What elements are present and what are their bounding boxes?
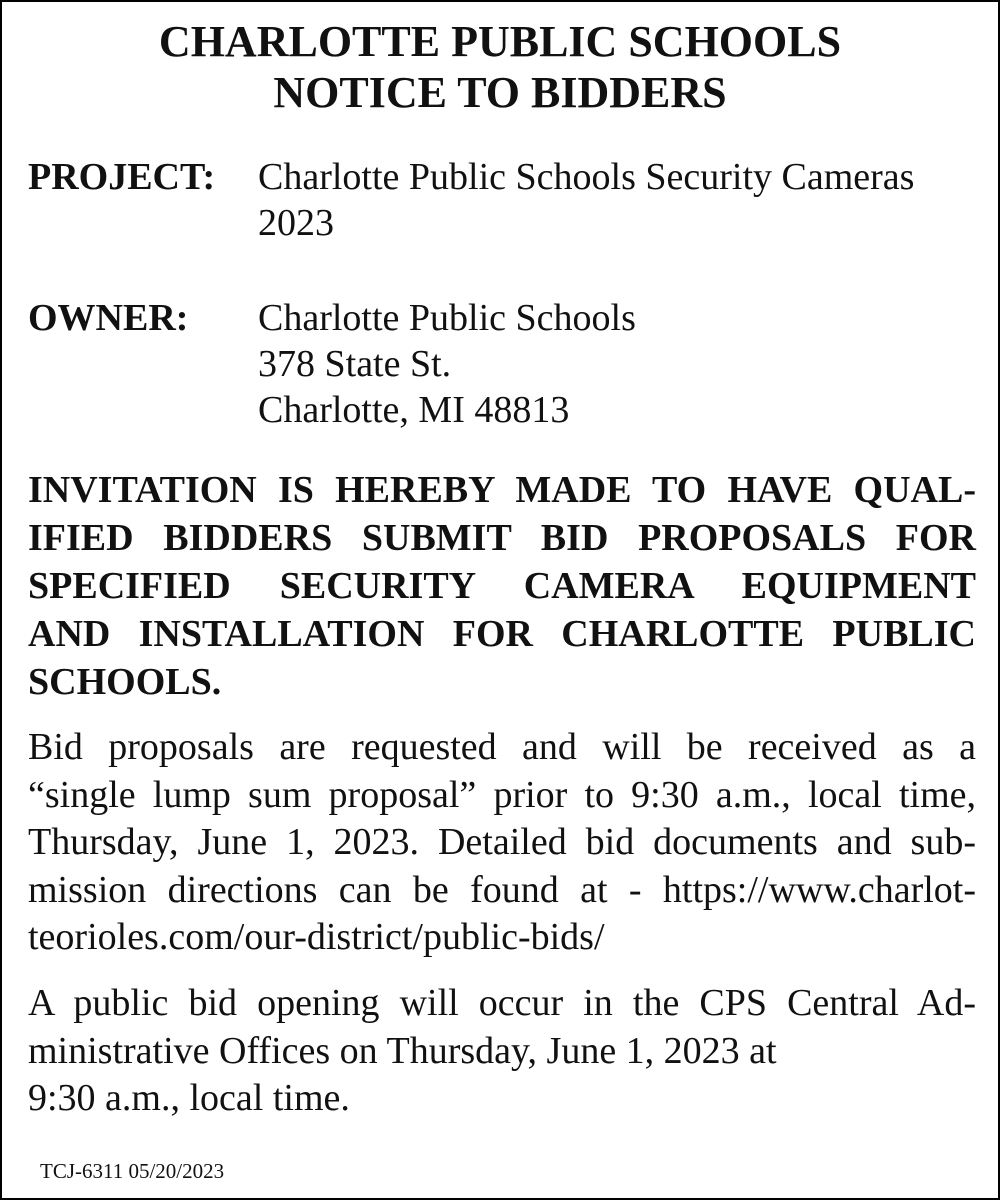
project-name-line-2: 2023 [258,202,334,244]
invitation-line: IFIED BIDDERS SUBMIT BID PROPOSALS FOR [28,517,976,559]
owner-city: Charlotte, MI 48813 [258,389,570,431]
owner-label: OWNER: [28,297,189,339]
proposal-paragraph [28,724,976,962]
invitation-line: SPECIFIED SECURITY CAMERA EQUIPMENT [28,565,976,607]
project-label: PROJECT: [28,156,216,198]
project-value [258,154,988,246]
notice-title [2,16,998,118]
project-name-line-1: Charlotte Public Schools Security Cameras [258,156,915,198]
owner-name: Charlotte Public Schools [258,297,636,339]
title-line-1: CHARLOTTE PUBLIC SCHOOLS [158,17,842,66]
owner-street: 378 State St. [258,343,452,385]
invitation-line: INVITATION IS HEREBY MADE TO HAVE QUAL- [28,469,976,511]
opening-line: ministrative Offices on Thursday, June 1, 2023 at [28,1029,777,1072]
opening-line: 9:30 a.m., local time. [28,1077,350,1119]
proposal-line: “single lump sum proposal” prior to 9:30 a.m., local time, [28,773,976,816]
invitation-statement [28,466,976,706]
opening-paragraph [28,980,976,1123]
proposal-line: Bid proposals are requested and will be received as a [28,726,976,768]
owner-value [258,295,988,433]
proposal-line: teorioles.com/our-district/public-bids/ [28,916,605,958]
notice-reference-code: TCJ-6311 05/20/2023 [40,1159,225,1183]
title-line-2: NOTICE TO BIDDERS [273,68,727,117]
proposal-line: Thursday, June 1, 2023. Detailed bid documents and sub- [28,821,976,863]
opening-line: A public bid opening will occur in the CPS Central Ad- [28,982,976,1024]
invitation-line: AND INSTALLATION FOR CHARLOTTE PUBLIC [28,613,976,655]
invitation-line: SCHOOLS. [28,661,222,703]
proposal-line: mission directions can be found at - https://www.charlot- [28,868,976,911]
